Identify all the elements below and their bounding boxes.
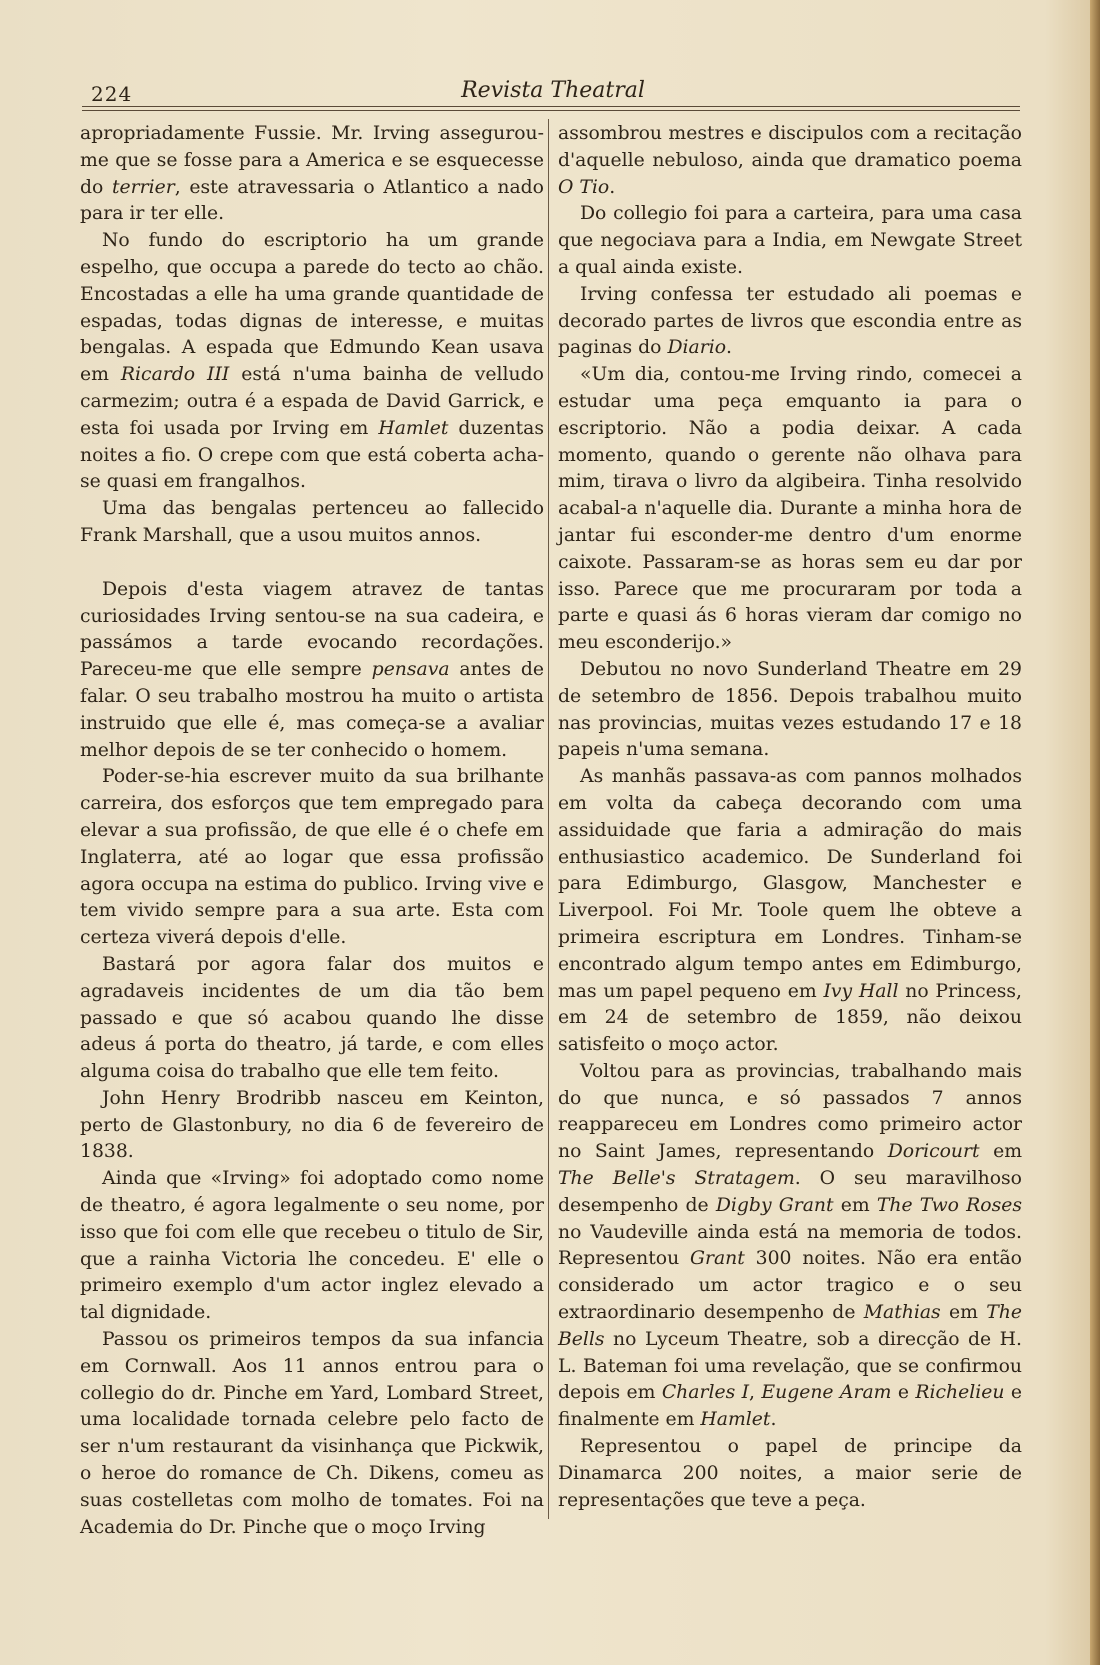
header-rule-bottom [82, 110, 1020, 111]
paragraph: assombrou mestres e discipulos com a recitação d'aquelle nebuloso, ainda que dramatico poema O Tio. [558, 123, 1022, 198]
paragraph: Do collegio foi para a carteira, para uma casa que negociava para a India, em Newgate Street a qual ainda existe. [558, 203, 1022, 278]
paragraph: «Um dia, contou-me Irving rindo, comecei a estudar uma peça emquanto ia para o escriptorio. Não a podia deixar. A cada momento, quando o gerente não olhava para mim, tirava o livro da algibeira. Tinha resolvido acabal-a n'aquelle dia. Durante a minha hora de jantar fui esconder-me dentro d'um enorme caixote. Passaram-se as horas sem eu dar por isso. Parece que me procuraram por toda a parte e quasi ás 6 horas vieram dar comigo no meu esconderijo.» [558, 364, 1022, 654]
paragraph: Bastará por agora falar dos muitos e agradaveis incidentes de um dia tão bem passado e que só acabou quando lhe disse adeus á porta do theatro, já tarde, e com elles alguma coisa do trabalho que elle tem feito. [80, 953, 544, 1083]
paragraph: No fundo do escriptorio ha um grande espelho, que occupa a parede do tecto ao chão. Encostadas a elle ha uma grande quantidade de espadas, todas dignas de interesse, e muitas bengalas. A espada que Edmundo Kean usava em Ricardo III está n'uma bainha de velludo carmezim; outra é a espada de David Garrick, e esta foi usada por Irving em Hamlet duzentas noites a fio. O crepe com que está coberta acha-se quasi em frangalhos. [80, 230, 544, 493]
right-column [558, 121, 1022, 1514]
paragraph: Representou o papel de principe da Dinamarca 200 noites, a maior serie de representações que teve a peça. [558, 1436, 1022, 1511]
page-edge [1090, 0, 1100, 1665]
paragraph: As manhãs passava-as com pannos molhados em volta da cabeça decorando com uma assiduidade que faria a admiração do mais enthusiastico academico. De Sunderland foi para Edimburgo, Glasgow, Manchester e Liverpool. Foi Mr. Toole quem lhe obteve a primeira escriptura em Londres. Tinham-se encontrado algum tempo antes em Edimburgo, mas um papel pequeno em Ivy Hall no Princess, em 24 de setembro de 1859, não deixou satisfeito o moço actor. [558, 766, 1022, 1056]
paragraph: Ainda que «Irving» foi adoptado como nome de theatro, é agora legalmente o seu nome, por isso que foi com elle que recebeu o titulo de Sir, que a rainha Victoria lhe concedeu. E' elle o primeiro exemplo d'um actor inglez elevado a tal dignidade. [80, 1168, 544, 1324]
paragraph: Irving confessa ter estudado ali poemas e decorado partes de livros que escondia entre as paginas do Diario. [558, 283, 1022, 359]
running-title: Revista Theatral [461, 78, 645, 103]
left-column [80, 121, 544, 1541]
paragraph: apropriadamente Fussie. Mr. Irving assegurou-me que se fosse para a America e se esquecesse do terrier, este atravessaria o Atlantico a nado para ir ter elle. [80, 123, 544, 225]
header-rule-top [82, 106, 1020, 107]
page-number: 224 [91, 82, 133, 106]
column-divider [548, 119, 549, 1519]
paragraph: Uma das bengalas pertenceu ao fallecido Frank Marshall, que a usou muitos annos. [80, 498, 544, 546]
paragraph: Depois d'esta viagem atravez de tantas curiosidades Irving sentou-se na sua cadeira, e passámos a tarde evocando recordações. Pareceu-me que elle sempre pensava antes de falar. O seu trabalho mostrou ha muito o artista instruido que elle é, mas começa-se a avaliar melhor depois de se ter conhecido o homem. [80, 578, 545, 761]
page-header [88, 78, 1018, 108]
paragraph: Passou os primeiros tempos da sua infancia em Cornwall. Aos 11 annos entrou para o collegio do dr. Pinche em Yard, Lombard Street, uma localidade tornada celebre pelo facto de ser n'um restaurant da visinhança que Pickwik, o heroe do romance de Ch. Dikens, comeu as suas costelletas com molho de tomates. Foi na Academia do Dr. Pinche que o moço Irving [80, 1329, 544, 1538]
paragraph: John Henry Brodribb nasceu em Keinton, perto de Glastonbury, no dia 6 de fevereiro de 1838. [80, 1087, 544, 1163]
paragraph: Poder-se-hia escrever muito da sua brilhante carreira, dos esforços que tem empregado para elevar a sua profissão, de que elle é o chefe em Inglaterra, até ao logar que essa profissão agora occupa na estima do publico. Irving vive e tem vivido sempre para a sua arte. Esta com certeza viverá depois d'elle. [80, 766, 544, 949]
paragraph: Debutou no novo Sunderland Theatre em 29 de setembro de 1856. Depois trabalhou muito nas provincias, muitas vezes estudando 17 e 18 papeis n'uma semana. [558, 658, 1022, 761]
paragraph: Voltou para as provincias, trabalhando mais do que nunca, e só passados 7 annos reappareceu em Londres como primeiro actor no Saint James, representando Doricourt em The Belle's Stratagem. O seu maravilhoso desempenho de Digby Grant em The Two Roses no Vaudeville ainda está na memoria de todos. Representou Grant 300 noites. Não era então considerado um actor tragico e o seu extraordinario desempenho de Mathias em The Bells no Lyceum Theatre, sob a direcção de H. L. Bateman foi uma revelação, que se confirmou depois em Charles I, Eugene Aram e Richelieu e finalmente em Hamlet. [558, 1060, 1023, 1431]
